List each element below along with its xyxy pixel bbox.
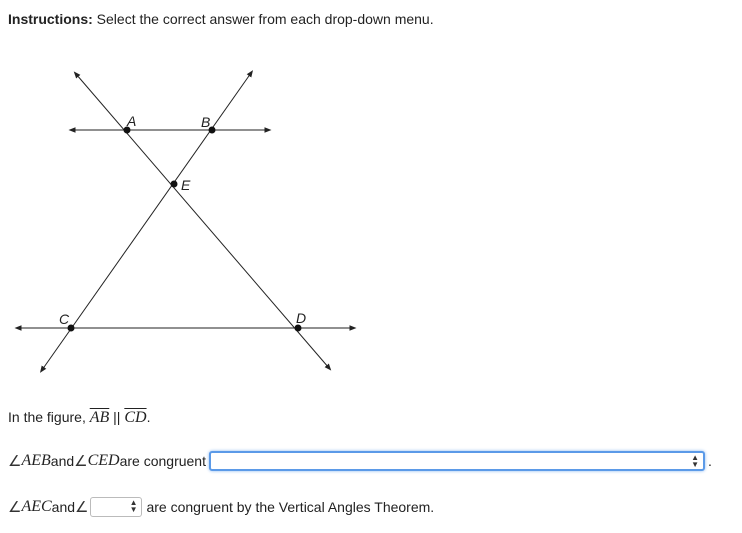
updown-arrows-icon: ▲ ▼ <box>129 498 138 514</box>
dropdown-reason[interactable] <box>209 451 705 471</box>
question-1 <box>8 451 712 471</box>
point-e <box>171 181 178 188</box>
question-1-end: . <box>708 453 712 469</box>
question-1-text: are congruent <box>119 453 206 469</box>
instructions-text: Select the correct answer from each drop-down menu. <box>92 11 434 27</box>
instructions <box>8 10 434 28</box>
angle-aeb: AEB <box>21 452 51 469</box>
geometry-figure <box>0 60 380 390</box>
angle-symbol-3: ∠ <box>8 498 22 516</box>
statement-prefix: In the figure, <box>8 409 90 425</box>
updown-arrows-icon: ▲ ▼ <box>691 453 699 469</box>
and-text-1: and <box>50 453 75 469</box>
statement-suffix: . <box>146 409 151 425</box>
parallel-statement <box>8 406 150 429</box>
instructions-label: Instructions: <box>8 11 93 27</box>
angle-symbol-4: ∠ <box>75 498 89 516</box>
angle-symbol-1: ∠ <box>8 452 22 470</box>
label-d: D <box>296 310 307 326</box>
and-text-2: and <box>51 499 76 515</box>
label-b: B <box>201 114 211 130</box>
angle-symbol-2: ∠ <box>74 452 88 470</box>
label-e: E <box>181 177 191 193</box>
angle-aec: AEC <box>21 498 52 515</box>
label-a: A <box>127 113 137 129</box>
dropdown-angle[interactable] <box>90 497 142 517</box>
angle-ced: CED <box>87 452 120 469</box>
label-c: C <box>59 311 70 327</box>
segment-cd: $\overline{CD}$ <box>124 409 147 426</box>
question-2 <box>8 497 434 517</box>
segment-ab: $\overline{AB}$ <box>89 409 110 426</box>
question-2-text: are congruent by the Vertical Angles Theorem. <box>146 499 435 515</box>
parallel-symbol: || <box>109 409 125 425</box>
